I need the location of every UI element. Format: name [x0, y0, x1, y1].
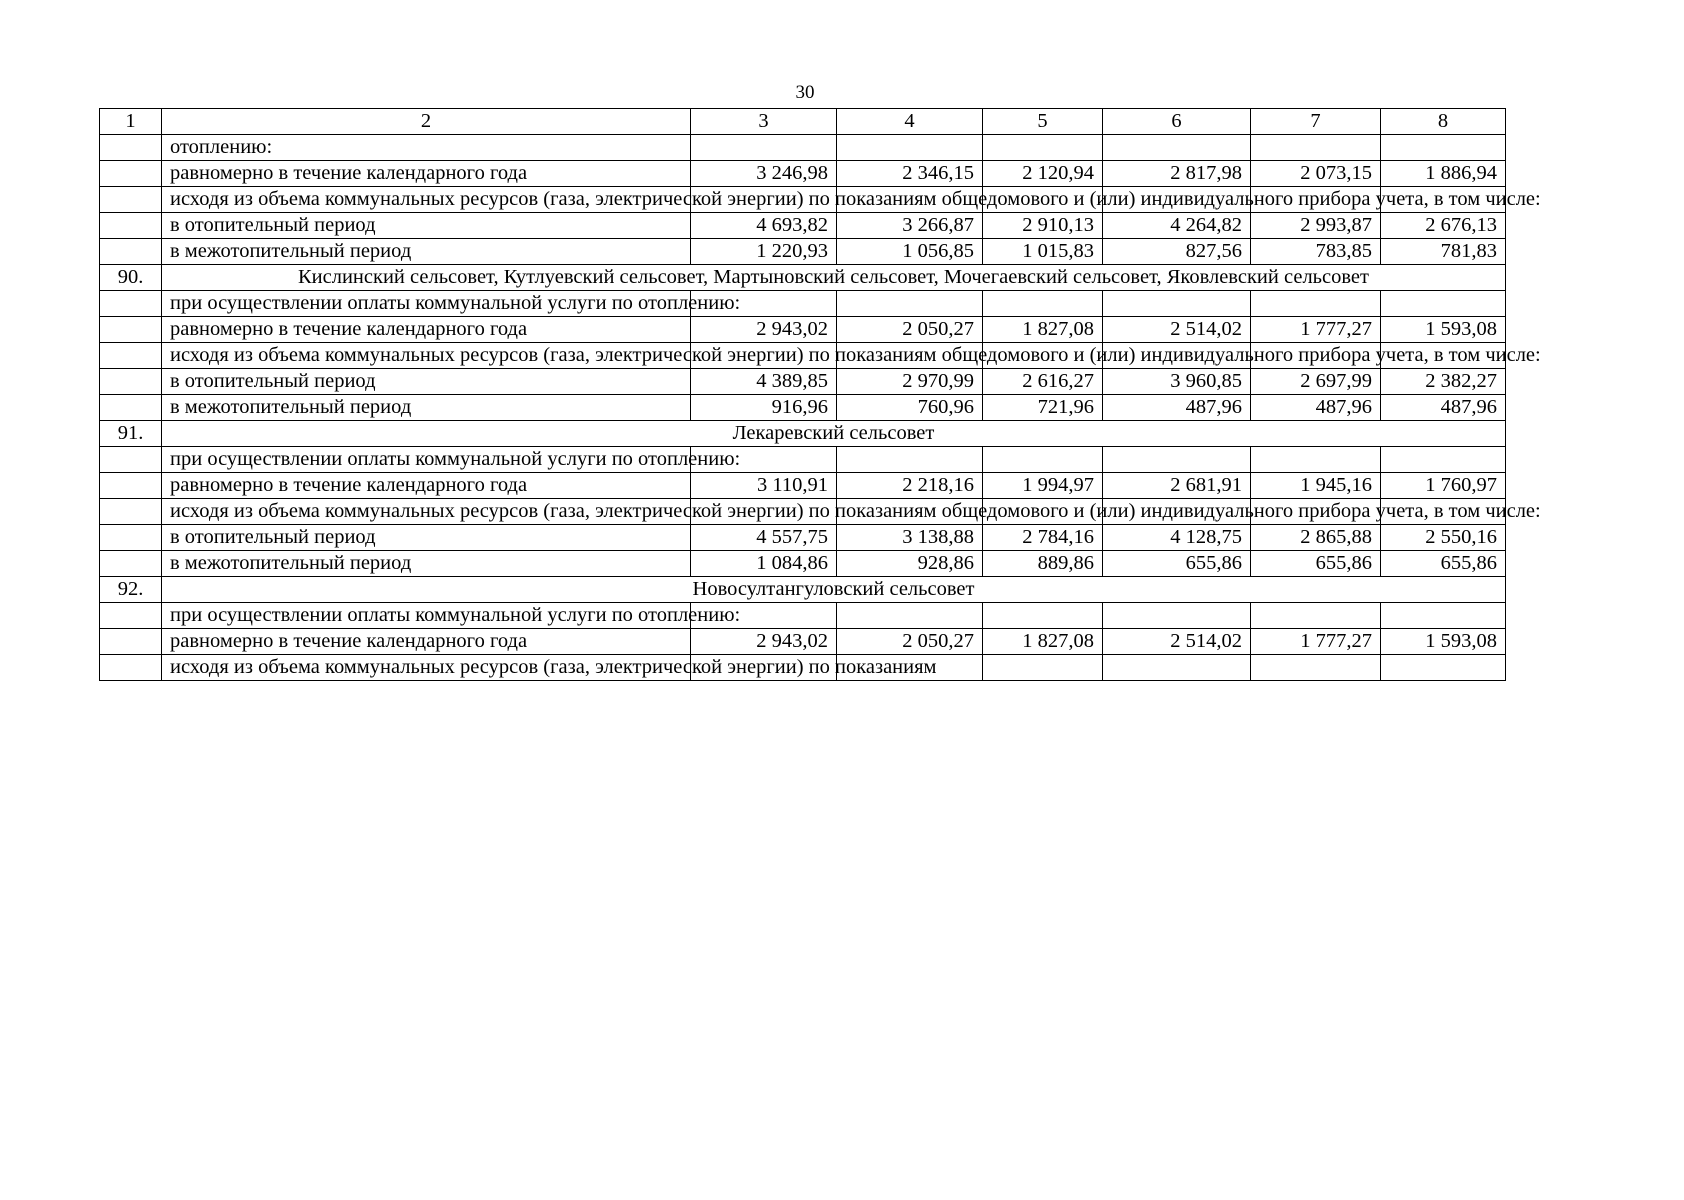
- value-cell: 1 760,97: [1381, 473, 1506, 499]
- value-cell: 4 264,82: [1103, 213, 1251, 239]
- value-cell: 781,83: [1381, 239, 1506, 265]
- row-description: в межотопительный период: [162, 395, 691, 421]
- column-header: 1: [100, 109, 162, 135]
- value-cell: 1 886,94: [1381, 161, 1506, 187]
- row-number: [100, 317, 162, 343]
- row-description: исходя из объема коммунальных ресурсов (газа, электрической энергии) по показаниям общедомового и (или) индивидуального прибора учета, в том числе:: [162, 187, 691, 213]
- value-cell: 2 050,27: [837, 317, 983, 343]
- section-title: Новосултангуловский сельсовет: [162, 577, 1506, 603]
- table-row: [100, 447, 1506, 473]
- column-header: 7: [1251, 109, 1381, 135]
- row-description: исходя из объема коммунальных ресурсов (газа, электрической энергии) по показаниям общедомового и (или) индивидуального прибора учета, в том числе:: [162, 499, 691, 525]
- tariff-table: [99, 108, 1541, 681]
- value-cell: 1 593,08: [1381, 317, 1506, 343]
- row-number: [100, 343, 162, 369]
- value-cell: 2 346,15: [837, 161, 983, 187]
- value-cell: 3 266,87: [837, 213, 983, 239]
- value-cell: 2 514,02: [1103, 629, 1251, 655]
- value-cell: [1381, 291, 1506, 317]
- value-cell: [1251, 447, 1381, 473]
- value-cell: [983, 603, 1103, 629]
- row-description: отоплению:: [162, 135, 691, 161]
- value-cell: 1 220,93: [691, 239, 837, 265]
- section-number: 92.: [100, 577, 162, 603]
- value-cell: 1 827,08: [983, 317, 1103, 343]
- value-cell: [1251, 291, 1381, 317]
- value-cell: 1 827,08: [983, 629, 1103, 655]
- value-cell: 2 910,13: [983, 213, 1103, 239]
- row-number: [100, 161, 162, 187]
- value-cell: 2 993,87: [1251, 213, 1381, 239]
- row-number: [100, 603, 162, 629]
- column-header: 5: [983, 109, 1103, 135]
- row-description: в отопительный период: [162, 525, 691, 551]
- section-title: Кислинский сельсовет, Кутлуевский сельсовет, Мартыновский сельсовет, Мочегаевский сельсовет, Яковлевский сельсовет: [162, 265, 1506, 291]
- value-cell: 1 994,97: [983, 473, 1103, 499]
- page-number: 30: [795, 82, 815, 103]
- row-description: в межотопительный период: [162, 551, 691, 577]
- value-cell: 1 777,27: [1251, 317, 1381, 343]
- value-cell: 1 015,83: [983, 239, 1103, 265]
- row-description: в отопительный период: [162, 369, 691, 395]
- value-cell: 2 681,91: [1103, 473, 1251, 499]
- column-header: 2: [162, 109, 691, 135]
- value-cell: 2 120,94: [983, 161, 1103, 187]
- value-cell: 2 970,99: [837, 369, 983, 395]
- value-cell: [983, 291, 1103, 317]
- value-cell: [1381, 603, 1506, 629]
- row-number: [100, 135, 162, 161]
- table-row: [100, 317, 1506, 343]
- value-cell: 4 128,75: [1103, 525, 1251, 551]
- value-cell: [983, 655, 1103, 681]
- value-cell: [1381, 135, 1506, 161]
- value-cell: [1103, 447, 1251, 473]
- value-cell: 2 676,13: [1381, 213, 1506, 239]
- section-number: 90.: [100, 265, 162, 291]
- value-cell: 2 697,99: [1251, 369, 1381, 395]
- value-cell: [1381, 655, 1506, 681]
- value-cell: [983, 447, 1103, 473]
- column-header: 3: [691, 109, 837, 135]
- value-cell: [691, 135, 837, 161]
- table-row: [100, 629, 1506, 655]
- row-description: исходя из объема коммунальных ресурсов (газа, электрической энергии) по показаниям общедомового и (или) индивидуального прибора учета, в том числе:: [162, 343, 691, 369]
- column-header: 8: [1381, 109, 1506, 135]
- row-number: [100, 629, 162, 655]
- value-cell: 928,86: [837, 551, 983, 577]
- value-cell: 487,96: [1251, 395, 1381, 421]
- table-row: [100, 213, 1506, 239]
- value-cell: 655,86: [1251, 551, 1381, 577]
- value-cell: [1103, 603, 1251, 629]
- row-description: равномерно в течение календарного года: [162, 161, 691, 187]
- table-row: [100, 473, 1506, 499]
- row-number: [100, 187, 162, 213]
- table-row: [100, 551, 1506, 577]
- row-description: в межотопительный период: [162, 239, 691, 265]
- value-cell: 1 777,27: [1251, 629, 1381, 655]
- value-cell: 827,56: [1103, 239, 1251, 265]
- row-number: [100, 499, 162, 525]
- value-cell: 487,96: [1381, 395, 1506, 421]
- value-cell: 655,86: [1381, 551, 1506, 577]
- row-description: равномерно в течение календарного года: [162, 629, 691, 655]
- row-description: исходя из объема коммунальных ресурсов (газа, электрической энергии) по показаниям: [162, 655, 691, 681]
- value-cell: 655,86: [1103, 551, 1251, 577]
- section-row: [100, 421, 1506, 447]
- value-cell: 2 784,16: [983, 525, 1103, 551]
- row-number: [100, 395, 162, 421]
- table-row: [100, 187, 1506, 213]
- section-row: [100, 265, 1506, 291]
- value-cell: [1251, 603, 1381, 629]
- value-cell: [837, 135, 983, 161]
- value-cell: 2 865,88: [1251, 525, 1381, 551]
- value-cell: 3 110,91: [691, 473, 837, 499]
- value-cell: [983, 135, 1103, 161]
- value-cell: 2 218,16: [837, 473, 983, 499]
- row-description: при осуществлении оплаты коммунальной услуги по отоплению:: [162, 447, 691, 473]
- value-cell: 2 050,27: [837, 629, 983, 655]
- table-row: [100, 343, 1506, 369]
- value-cell: 2 073,15: [1251, 161, 1381, 187]
- value-cell: 487,96: [1103, 395, 1251, 421]
- row-number: [100, 369, 162, 395]
- value-cell: [837, 447, 983, 473]
- value-cell: [1381, 447, 1506, 473]
- value-cell: 783,85: [1251, 239, 1381, 265]
- value-cell: 4 389,85: [691, 369, 837, 395]
- row-number: [100, 525, 162, 551]
- value-cell: 1 945,16: [1251, 473, 1381, 499]
- row-description: равномерно в течение календарного года: [162, 317, 691, 343]
- column-header: 6: [1103, 109, 1251, 135]
- table-row: [100, 499, 1506, 525]
- section-number: 91.: [100, 421, 162, 447]
- value-cell: 2 382,27: [1381, 369, 1506, 395]
- value-cell: 1 056,85: [837, 239, 983, 265]
- row-number: [100, 447, 162, 473]
- table-row: [100, 135, 1506, 161]
- value-cell: 1 593,08: [1381, 629, 1506, 655]
- value-cell: 3 960,85: [1103, 369, 1251, 395]
- value-cell: 3 138,88: [837, 525, 983, 551]
- row-description: равномерно в течение календарного года: [162, 473, 691, 499]
- value-cell: [837, 603, 983, 629]
- value-cell: [1103, 655, 1251, 681]
- value-cell: 2 943,02: [691, 629, 837, 655]
- section-title: Лекаревский сельсовет: [162, 421, 1506, 447]
- header-row: [100, 109, 1506, 135]
- value-cell: 4 693,82: [691, 213, 837, 239]
- row-number: [100, 473, 162, 499]
- table-row: [100, 239, 1506, 265]
- value-cell: 4 557,75: [691, 525, 837, 551]
- row-description: в отопительный период: [162, 213, 691, 239]
- value-cell: 1 084,86: [691, 551, 837, 577]
- row-description: при осуществлении оплаты коммунальной услуги по отоплению:: [162, 603, 691, 629]
- row-description: при осуществлении оплаты коммунальной услуги по отоплению:: [162, 291, 691, 317]
- value-cell: 721,96: [983, 395, 1103, 421]
- value-cell: [837, 291, 983, 317]
- table-row: [100, 291, 1506, 317]
- row-number: [100, 655, 162, 681]
- table-row: [100, 161, 1506, 187]
- table-row: [100, 603, 1506, 629]
- value-cell: 760,96: [837, 395, 983, 421]
- value-cell: 916,96: [691, 395, 837, 421]
- value-cell: [1251, 135, 1381, 161]
- table-row: [100, 655, 1506, 681]
- row-number: [100, 291, 162, 317]
- table-row: [100, 395, 1506, 421]
- value-cell: 2 817,98: [1103, 161, 1251, 187]
- value-cell: 2 514,02: [1103, 317, 1251, 343]
- row-number: [100, 239, 162, 265]
- value-cell: [1103, 291, 1251, 317]
- column-header: 4: [837, 109, 983, 135]
- value-cell: [1251, 655, 1381, 681]
- value-cell: 2 550,16: [1381, 525, 1506, 551]
- value-cell: 889,86: [983, 551, 1103, 577]
- section-row: [100, 577, 1506, 603]
- table-row: [100, 525, 1506, 551]
- value-cell: [1103, 135, 1251, 161]
- value-cell: 2 616,27: [983, 369, 1103, 395]
- value-cell: 3 246,98: [691, 161, 837, 187]
- row-number: [100, 213, 162, 239]
- row-number: [100, 551, 162, 577]
- table-row: [100, 369, 1506, 395]
- value-cell: 2 943,02: [691, 317, 837, 343]
